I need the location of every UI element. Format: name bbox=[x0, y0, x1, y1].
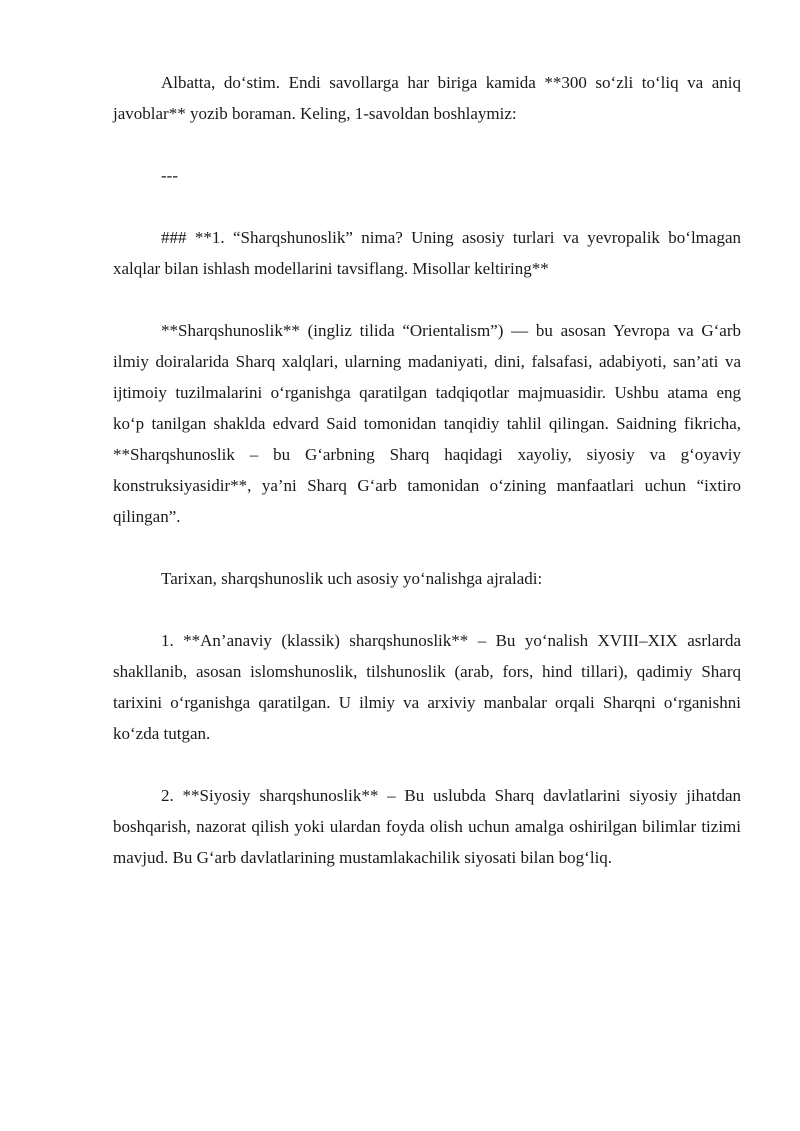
separator-line: --- bbox=[161, 166, 178, 185]
question-heading: ### **1. “Sharqshunoslik” nima? Uning asosiy turlari va yevropalik bo‘lmagan xalqlar bilan ishlash modellarini tavsiflang. Misollar keltiring** bbox=[113, 228, 741, 278]
definition-paragraph: **Sharqshunoslik** (ingliz tilida “Orientalism”) — bu asosan Yevropa va G‘arb ilmiy doiralarida Sharq xalqlari, ularning madaniyati, dini, falsafasi, adabiyoti, san’ati va ijtimoiy tuzilmalarini o‘rganishga qaratilgan tadqiqotlar majmuasidir. Ushbu atama eng ko‘p tanilgan shaklda edvard Said tomonidan tanqidiy tahlil qilingan. Saidning fikricha, **Sharqshunoslik – bu G‘arbning Sharq haqidagi xayoliy, siyosiy va g‘oyaviy konstruksiyasidir**, ya’ni Sharq G‘arb tamonidan o‘zining manfaatlari uchun “ixtiro qilingan”. bbox=[113, 321, 741, 526]
list-item-political-orientalism: 2. **Siyosiy sharqshunoslik** – Bu uslubda Sharq davlatlarini siyosiy jihatdan boshqarish, nazorat qilish yoki ulardan foyda olish uchun amalga oshirilgan bilimlar tizimi mavjud. Bu G‘arb davlatlarining mustamlakachilik siyosati bilan bog‘liq. bbox=[113, 786, 741, 867]
list-item-classic-orientalism: 1. **An’anaviy (klassik) sharqshunoslik** – Bu yo‘nalish XVIII–XIX asrlarda shakllanib, asosan islomshunoslik, tilshunoslik (arab, fors, hind tillari), qadimiy Sharq tarixini o‘rganishga qaratilgan. U ilmiy va arxiviy manbalar orqali Sharqni o‘rganishni ko‘zda tutgan. bbox=[113, 631, 741, 743]
document-body bbox=[113, 67, 741, 873]
directions-intro-paragraph: Tarixan, sharqshunoslik uch asosiy yo‘nalishga ajraladi: bbox=[161, 569, 543, 588]
intro-paragraph: Albatta, do‘stim. Endi savollarga har biriga kamida **300 so‘zli to‘liq va aniq javoblar** yozib boraman. Keling, 1-savoldan boshlaymiz: bbox=[113, 73, 741, 123]
